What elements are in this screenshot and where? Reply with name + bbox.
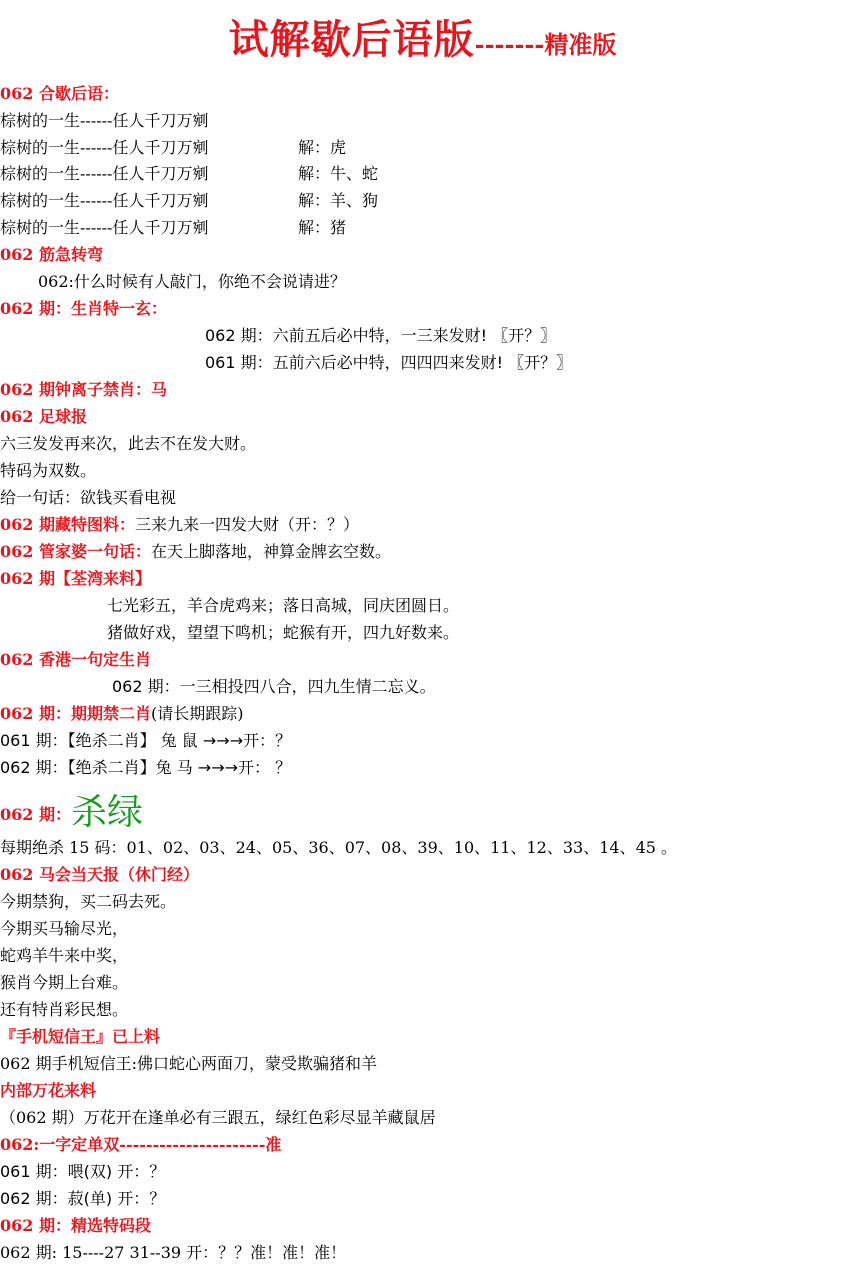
section-text: 在天上脚落地，神算金牌玄空数。 (150, 542, 391, 561)
section-text: 三来九来一四发大财（开：？） (134, 515, 359, 534)
riddle-text: 棕树的一生------任人千刀万剜 (0, 191, 209, 210)
section-heading: 062 筋急转弯 (0, 245, 103, 264)
kill-green-label: 杀绿 (70, 792, 143, 833)
section-heading: 062 期藏特图料： (0, 515, 135, 534)
riddle-answer: 解：虎 (298, 138, 347, 157)
text-line: 062 期：菽(单) 开：？ (0, 1189, 166, 1208)
section-heading: 062 马会当天报（休门经） (0, 865, 199, 884)
riddle-text: 棕树的一生------任人千刀万剜 (0, 164, 209, 183)
text-line: 还有特肖彩民想。 (0, 1000, 129, 1019)
text-line: 061 期：【绝杀二肖】 兔 鼠 →→→开：？ (0, 731, 292, 750)
section-heading: 062:一字定单双----------------------准 (0, 1135, 282, 1154)
text-line: 062 期手机短信王:佛口蛇心两面刀，蒙受欺骗猪和羊 (0, 1054, 378, 1073)
riddle-text: 棕树的一生------任人千刀万剜 (0, 138, 209, 157)
text-line: （062 期）万花开在逢单必有三跟五，绿红色彩尽显羊藏鼠居 (0, 1108, 436, 1127)
text-line: 每期绝杀 15 码：01、02、03、24、05、36、07、08、39、10、11、12、33、14、45 。 (0, 838, 678, 857)
text-line: 062 期：一三相投四八合，四九生情二忘义。 (112, 677, 436, 696)
section-heading: 062 期：精选特码段 (0, 1216, 151, 1235)
text-line: 062 期：六前五后必中特，一三来发财! 〖开？〗 (205, 326, 557, 345)
text-line: 蛇鸡羊牛来中奖， (0, 946, 129, 965)
section-heading: 062 期：期期禁二肖 (0, 704, 151, 723)
text-line: 六三发发再来次，此去不在发大财。 (0, 434, 257, 453)
section-heading: 062 期： (0, 805, 71, 824)
text-line: 062:什么时候有人敲门，你绝不会说请进？ (38, 272, 346, 291)
text-line: 特码为双数。 (0, 461, 97, 480)
text-line (0, 514, 359, 536)
riddle-answer: 解：牛、蛇 (298, 164, 379, 183)
text-line: 猪做好戏，望望下鸣机；蛇猴有开，四九好数来。 (107, 623, 460, 642)
section-heading: 062 期：生肖特一玄： (0, 299, 167, 318)
riddle-text: 棕树的一生------任人千刀万剜 (0, 218, 209, 237)
text-line (0, 163, 379, 185)
section-heading: 062 香港一句定生肖 (0, 650, 151, 669)
page-title (0, 8, 845, 65)
text-line (0, 217, 347, 239)
text-line: 给一句话：欲钱买看电视 (0, 488, 177, 507)
section-heading: 062 管家婆一句话： (0, 542, 151, 561)
section-heading: 062 足球报 (0, 407, 87, 426)
section-note: (请长期跟踪) (150, 704, 244, 723)
text-line: 今期禁狗，买二码去死。 (0, 892, 177, 911)
text-line (0, 793, 143, 835)
text-line: 棕树的一生------任人千刀万剜 (0, 111, 209, 130)
text-line: 七光彩五，羊合虎鸡来；落日高城，同庆团圆日。 (107, 596, 460, 615)
text-line (0, 137, 347, 159)
text-line: 猴肖今期上台难。 (0, 973, 129, 992)
page-title-sub: -------精准版 (474, 30, 617, 59)
section-heading: 内部万花来料 (0, 1081, 97, 1100)
text-line: 062 期: 15----27 31--39 开：？？准！准！准！ (0, 1243, 347, 1262)
page-title-main: 试解歇后语版 (228, 16, 475, 63)
text-line (0, 703, 243, 725)
section-heading: 062 合歇后语： (0, 84, 119, 103)
text-line (0, 190, 379, 212)
text-line: 061 期：五前六后必中特，四四四来发财! 〖开？〗 (205, 353, 573, 372)
riddle-answer: 解：猪 (298, 218, 347, 237)
section-heading: 062 期【荃湾来料】 (0, 569, 151, 588)
text-line (0, 541, 391, 563)
text-line: 062 期：【绝杀二肖】兔 马 →→→开： ？ (0, 758, 292, 777)
section-heading: 『手机短信王』已上料 (0, 1027, 161, 1046)
section-heading: 062 期钟离子禁肖：马 (0, 380, 167, 399)
text-line: 今期买马输尽光， (0, 919, 129, 938)
riddle-answer: 解：羊、狗 (298, 191, 379, 210)
text-line: 061 期：喂(双) 开：？ (0, 1162, 166, 1181)
